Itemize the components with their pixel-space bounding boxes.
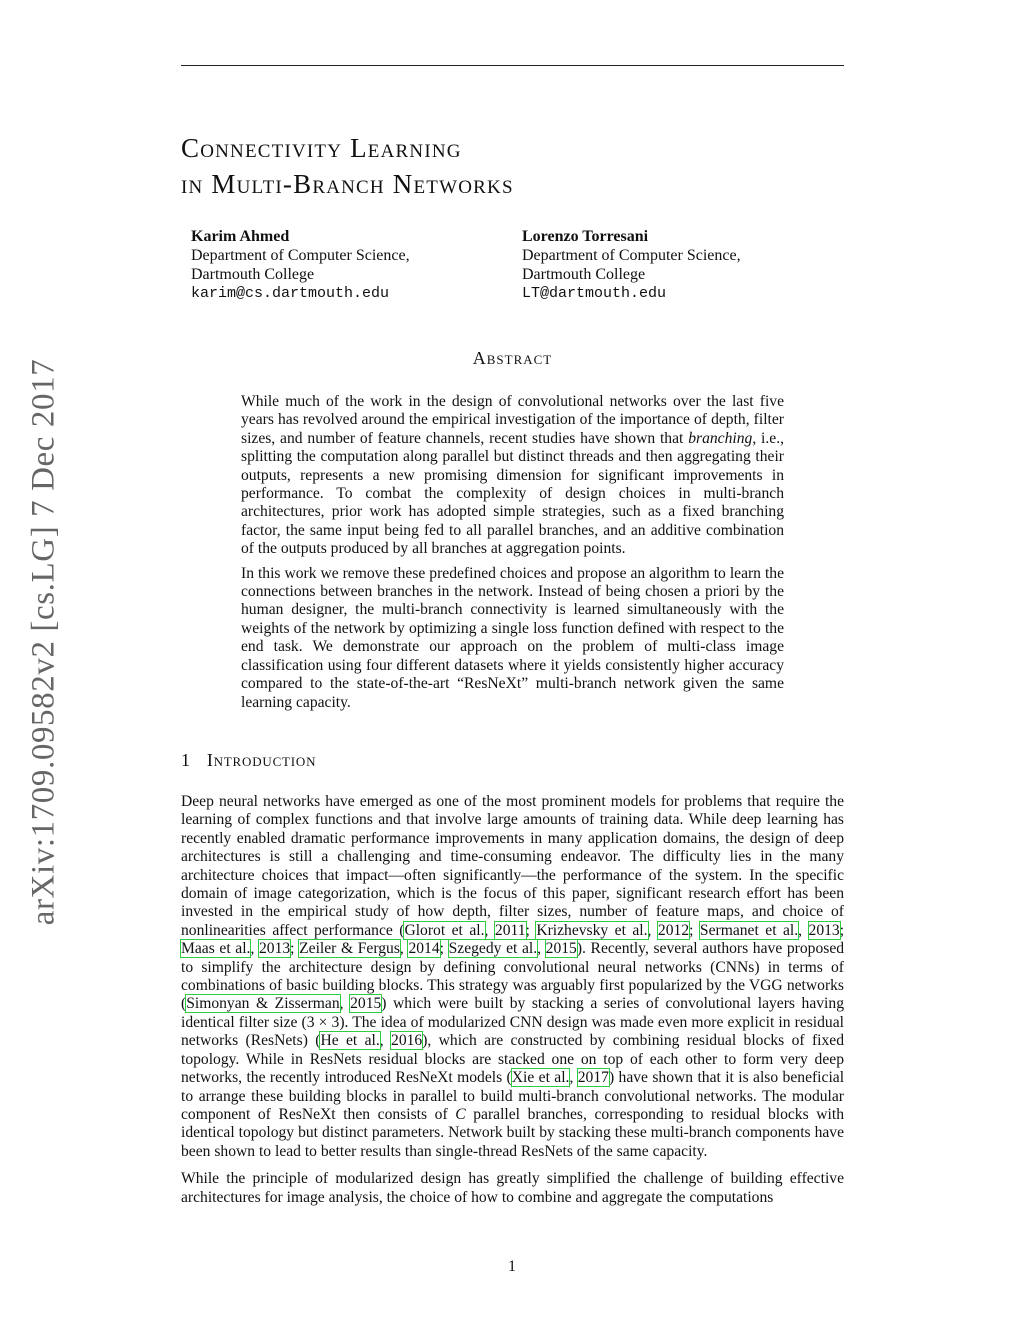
citation-link[interactable]: Zeiler & Fergus (299, 940, 400, 958)
author-affiliation: Dartmouth College (522, 266, 646, 283)
body-text: ) which were built by stacking a series of convolutional layers having identical filter size (3 × 3). The idea of modularized CNN design was made even more explicit in residual networks (ResNets) ( (181, 995, 844, 1050)
abstract-paragraph-2: In this work we remove these predefined choices and propose an algorithm to learn the connections between branches in the network. Instead of being chosen a priori by the human designer, the multi-branch connectivity is learned simultaneously with the weights of the network by optimizing a single loss function defined with respect to the end task. We demonstrate our approach on the problem of multi-class image classification using four different datasets where it yields consistently higher accuracy compared to the state-of-the-art “ResNeXt” multi-branch network given the same learning capacity. (241, 564, 784, 711)
author-block-1 (191, 227, 410, 303)
abstract-emphasis: branching (688, 429, 753, 447)
abstract-text: While much of the work in the design of convolutional networks over the last five years has revolved around the empirical investigation of the importance of depth, filter sizes, and number of feature channels, recent studies have shown that (241, 393, 784, 447)
author-dept: Department of Computer Science, (522, 247, 741, 264)
abstract-body (241, 393, 784, 718)
citation-link[interactable]: 2015 (545, 940, 577, 958)
page-number: 1 (508, 1258, 516, 1275)
citation-link[interactable]: He et al. (320, 1032, 380, 1050)
section-title: Introduction (206, 750, 317, 770)
author-name: Lorenzo Torresani (522, 228, 649, 245)
body-text: ), which are constructed by combining residual blocks of fixed topology. While in ResNets residual blocks are stacked one on top of each other to form very deep networks, the recently introduced ResNeXt models ( (181, 1032, 844, 1087)
abstract-paragraph-1 (241, 393, 784, 559)
body-text: ) have shown that it is also beneficial to arrange these building blocks in parallel to build multi-branch convolutional networks. The modular component of ResNeXt then consists of (181, 1069, 845, 1123)
author-affiliation: Dartmouth College (191, 266, 315, 283)
citation-link[interactable]: Krizhevsky et al. (536, 921, 648, 939)
citation-link[interactable]: 2014 (408, 940, 440, 958)
abstract-text: , i.e., splitting the computation along parallel but distinct threads and then aggregating their outputs, represents a new promising dimension for significant improvements in performance. To combat the complexity of design choices in multi-branch architectures, prior work has adopted simple strategies, such as a fixed branching factor, the same input being fed to all parallel branches, and an additive combination of the outputs produced by all branches at aggregation points. (241, 429, 784, 558)
citation-link[interactable]: 2013 (808, 921, 840, 939)
citation-link[interactable]: 2017 (577, 1069, 609, 1087)
section-number: 1 (181, 750, 191, 770)
author-name: Karim Ahmed (191, 228, 290, 245)
paper-title (181, 130, 844, 202)
abstract-heading: Abstract (472, 348, 553, 368)
body-text: parallel branches, corresponding to residual blocks with identical topology but distinct parameters. Network built by stacking these multi-branch components have been shown to lead to better results than single-thread ResNets of the same capacity. (181, 1105, 844, 1160)
author-email[interactable]: karim@cs.dartmouth.edu (191, 285, 390, 302)
citation-link[interactable]: Glorot et al. (404, 921, 485, 939)
arxiv-stamp: arXiv:1709.09582v2 [cs.LG] 7 Dec 2017 (25, 358, 62, 926)
citation-link[interactable]: 2016 (391, 1032, 423, 1050)
top-rule (181, 65, 844, 66)
citation-link[interactable]: Szegedy et al. (448, 940, 538, 958)
citation-link[interactable]: Sermanet et al. (699, 921, 799, 939)
citation-link[interactable]: Maas et al. (181, 940, 251, 958)
citation-link[interactable]: 2013 (258, 940, 291, 958)
title-line-1: Connectivity Learning (181, 133, 462, 163)
author-email[interactable]: LT@dartmouth.edu (522, 285, 667, 302)
citation-link[interactable]: Xie et al. (511, 1069, 570, 1087)
math-variable: C (455, 1105, 466, 1123)
section-heading (181, 750, 316, 771)
title-line-2: in Multi-Branch Networks (181, 169, 514, 199)
citation-link[interactable]: 2011 (494, 921, 526, 939)
citation-link[interactable]: Simonyan & Zisserman (186, 995, 340, 1013)
body-text: Deep neural networks have emerged as one of the most prominent models for problems that require the learning of complex functions and that involve large amounts of training data. While deep learning has recently enabled dramatic performance improvements in many application domains, the design of deep architectures is still a challenging and time-consuming endeavor. The difficulty lies in the many architecture choices that impact—often significantly—the performance of the system. In the specific domain of image categorization, which is the focus of this paper, significant research effort has been invested in the empirical study of how depth, filter sizes, number of feature maps, and choice of nonlinearities affect performance ( (181, 793, 844, 939)
intro-paragraph-2: While the principle of modularized design has greatly simplified the challenge of building effective architectures for image analysis, the choice of how to combine and aggregate the computations (181, 1170, 844, 1206)
citation-link[interactable]: 2012 (657, 921, 690, 939)
author-dept: Department of Computer Science, (191, 247, 410, 264)
intro-paragraph-1: Deep neural networks have emerged as one of the most prominent models for problems that require the learning of complex functions and that involve large amounts of training data. While deep learning has recently enabled dramatic performance improvements in many application domains, the design of deep architectures is still a challenging and time-consuming endeavor. The difficulty lies in the many architecture choices that impact—often significantly—the performance of the system. In the specific domain of image categorization, which is the focus of this paper, significant research effort has been invested in the empirical study of how depth, filter sizes, number of feature maps, and choice of nonlinearities affect performance (Glorot et al., 2011; Krizhevsky et al., 2012; Sermanet et al., 2013; Maas et al., 2013; Zeiler & Fergus, 2014; Szegedy et al., 2015). Recently, several authors have proposed to simplify the architecture design by defining convolutional neural networks (CNNs) in terms of combinations of basic building blocks. This strategy was arguably first popularized by the VGG networks (Simonyan & Zisserman, 2015) which were built by stacking a series of convolutional layers having identical filter size (3 × 3). The idea of modularized CNN design was made even more explicit in residual networks (ResNets) (He et al., 2016), which are constructed by combining residual blocks of fixed topology. While in ResNets residual blocks are stacked one on top of each other to form very deep networks, the recently introduced ResNeXt models (Xie et al., 2017) have shown that it is also beneficial to arrange these building blocks in parallel to build multi-branch convolutional networks. The modular component of ResNeXt then consists of C parallel branches, corresponding to residual blocks with identical topology but distinct parameters. Network built by stacking these multi-branch components have been shown to lead to better results than single-thread ResNets of the same capacity. (181, 793, 845, 1160)
citation-link[interactable]: 2015 (350, 995, 382, 1013)
body-text: ). Recently, several authors have proposed to simplify the architecture design by defining convolutional neural networks (CNNs) in terms of combinations of basic building blocks. This strategy was arguably first popularized by the VGG networks ( (181, 940, 845, 1013)
intro-body (181, 793, 844, 1216)
author-block-2 (522, 227, 741, 303)
